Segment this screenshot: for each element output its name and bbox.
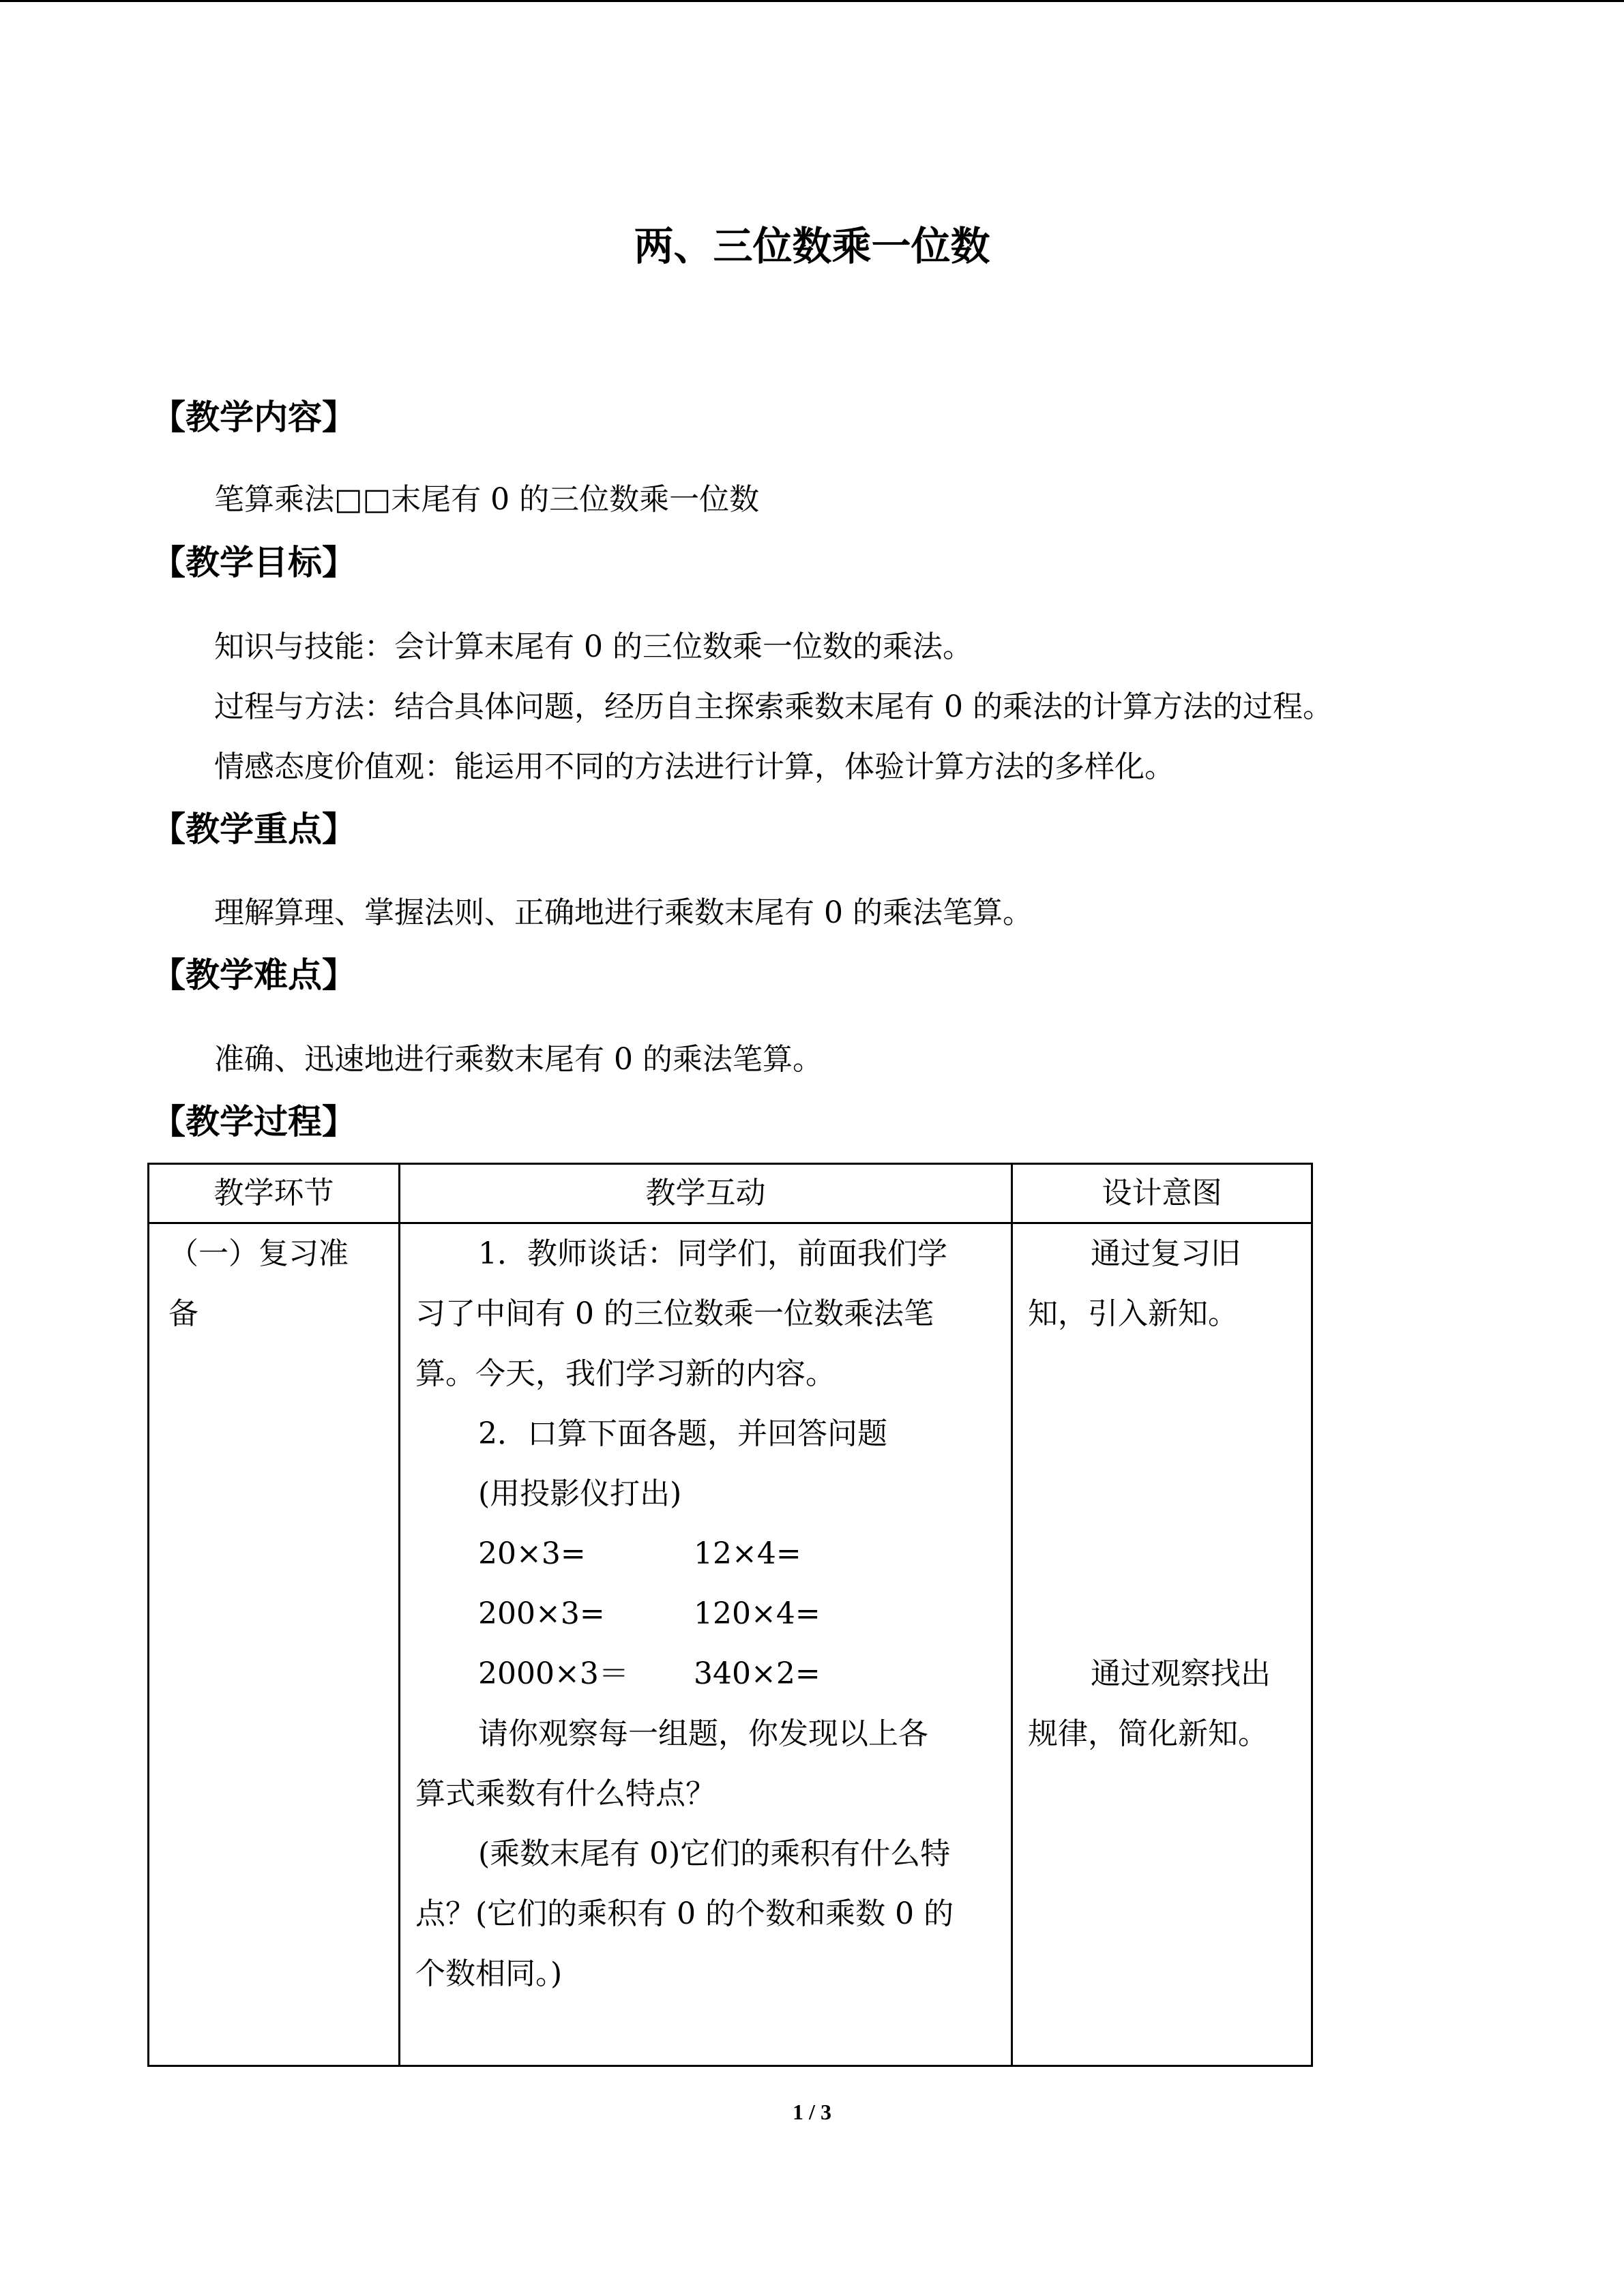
difficulties-text: 准确、迅速地进行乘数末尾有 0 的乘法笔算。 — [214, 1042, 823, 1077]
heading-teaching-content: 【教学内容】 — [151, 398, 356, 437]
intent-spacer — [1028, 1404, 1300, 1464]
intent-review-line1: 通过复习旧 — [1091, 1236, 1241, 1271]
interaction-cell — [400, 1223, 1012, 2066]
heading-key-points: 【教学重点】 — [151, 809, 356, 849]
intent-observe-line2: 规律，简化新知。 — [1028, 1716, 1268, 1751]
interaction-intro-line3: 算。今天，我们学习新的内容。 — [415, 1356, 836, 1391]
page-number: 1 / 3 — [793, 2100, 831, 2124]
intent-cell — [1012, 1223, 1312, 2066]
calc-expression: 12×4= — [694, 1536, 801, 1571]
goal-attitude: 情感态度价值观：能运用不同的方法进行计算，体验计算方法的多样化。 — [214, 749, 1175, 784]
calc-expression: 200×3= — [478, 1596, 605, 1631]
page-title: 两、三位数乘一位数 — [634, 223, 990, 269]
heading-difficulties: 【教学难点】 — [151, 955, 356, 995]
calc-expression: 20×3= — [478, 1536, 586, 1571]
calc-row-2 — [415, 1584, 997, 1644]
header-stage: 教学环节 — [149, 1164, 400, 1223]
stage-cell — [149, 1223, 400, 2066]
table-row — [149, 1223, 1312, 2066]
intent-spacer — [1028, 1524, 1300, 1584]
intent-observe-line1: 通过观察找出 — [1091, 1656, 1271, 1691]
top-border-line — [0, 0, 1624, 2]
interaction-question-line1: 请你观察每一组题，你发现以上各 — [478, 1716, 928, 1751]
intent-spacer — [1028, 1584, 1300, 1644]
intent-spacer — [1028, 1344, 1300, 1404]
interaction-question-line2: 算式乘数有什么特点？ — [415, 1776, 715, 1811]
goal-process: 过程与方法：结合具体问题，经历自主探索乘数末尾有 0 的乘法的计算方法的过程。 — [214, 689, 1333, 724]
header-interaction: 教学互动 — [400, 1164, 1012, 1223]
teaching-process-table — [147, 1163, 1313, 2067]
key-points-text: 理解算理、掌握法则、正确地进行乘数末尾有 0 的乘法笔算。 — [214, 895, 1033, 930]
intent-spacer — [1028, 1464, 1300, 1524]
calc-row-1 — [415, 1524, 997, 1584]
interaction-intro-line1: 1．教师谈话：同学们，前面我们学 — [478, 1236, 947, 1271]
heading-teaching-goals: 【教学目标】 — [151, 543, 356, 582]
calc-expression: 120×4= — [694, 1596, 821, 1631]
stage-label-line2: 备 — [168, 1296, 198, 1331]
interaction-task-line2: (用投影仪打出) — [478, 1476, 682, 1511]
interaction-answer-line3: 个数相同。) — [415, 1956, 563, 1991]
teaching-content-text: 笔算乘法□□末尾有 0 的三位数乘一位数 — [214, 482, 760, 517]
goal-knowledge: 知识与技能：会计算末尾有 0 的三位数乘一位数的乘法。 — [214, 629, 973, 664]
interaction-answer-line2: 点？(它们的乘积有 0 的个数和乘数 0 的 — [415, 1896, 954, 1931]
calc-expression: 2000×3＝ — [478, 1656, 629, 1691]
header-intent: 设计意图 — [1012, 1164, 1312, 1223]
calc-row-3 — [415, 1644, 997, 1704]
table-header-row — [149, 1164, 1312, 1223]
stage-label-line1: （一）复习准 — [168, 1236, 349, 1271]
interaction-intro-line2: 习了中间有 0 的三位数乘一位数乘法笔 — [415, 1296, 934, 1331]
calc-expression: 340×2= — [694, 1656, 821, 1691]
interaction-task-line1: 2．口算下面各题，并回答问题 — [478, 1416, 887, 1451]
interaction-answer-line1: (乘数末尾有 0)它们的乘积有什么特 — [478, 1836, 951, 1871]
heading-teaching-process: 【教学过程】 — [151, 1102, 356, 1142]
intent-review-line2: 知，引入新知。 — [1028, 1296, 1238, 1331]
